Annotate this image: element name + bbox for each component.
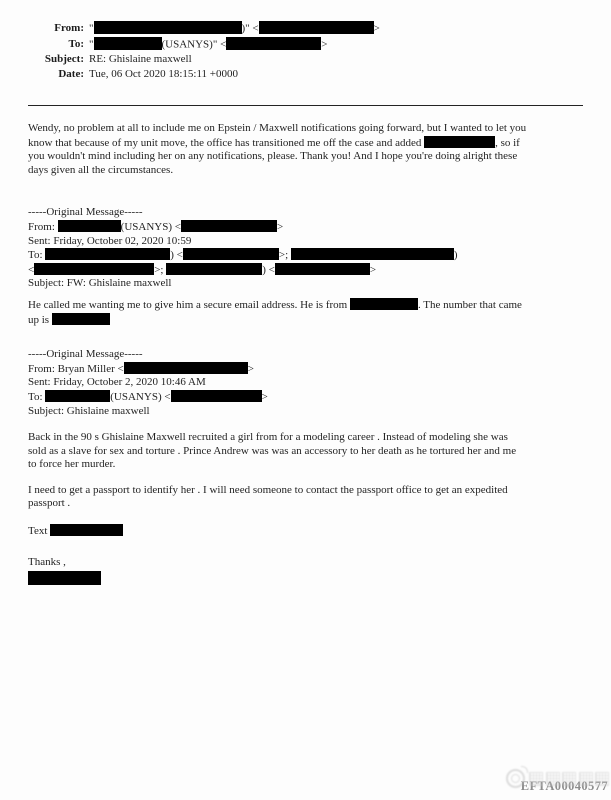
watermark-glyph [562,772,576,786]
text-run: Subject: FW: Ghislaine maxwell [28,277,172,290]
line [28,458,583,472]
text-run: to force her murder. [28,458,116,471]
header-field-label: From: [54,22,84,34]
text-run: (USANYS)" < [161,38,227,50]
text-run: )" < [241,22,259,35]
redaction-bar [275,263,370,275]
redaction-bar [181,220,277,232]
redaction-bar [424,136,495,148]
line [28,362,583,377]
header-field-value [89,67,238,82]
text-run: He called me wanting me to give him a secure email address. He is from [28,298,350,311]
header-row [28,67,583,82]
secure-email-paragraph [28,298,583,327]
header-field-label: Subject: [44,53,84,65]
header-divider [28,105,583,106]
line [28,405,583,419]
text-run: -----Original Message----- [28,206,143,219]
redaction-bar [34,263,154,275]
text-run: days given all the circumstances. [28,163,174,176]
line [28,556,583,570]
line [28,445,583,459]
quoted-message-1-header [28,206,583,291]
redaction-bar [45,248,170,260]
text-run: Thanks , [28,555,66,568]
text-run: >; [154,263,167,276]
text-run: > [321,38,328,50]
header-field-value [89,21,380,37]
reply-paragraph [28,122,583,177]
redaction-bar [124,362,248,374]
line [28,235,583,249]
text-run: Wendy, no problem at all to include me on Epstein / Maxwell notifications going forward, but I wanted to let you [28,122,527,134]
redaction-bar [94,37,162,50]
header-field-label: To: [68,37,84,50]
text-run: Sent: Friday, October 2, 2020 10:46 AM [28,376,206,389]
text-run: > [369,263,377,276]
redaction-bar [94,21,242,34]
redaction-bar [171,390,262,402]
text-run: Back in the 90 s Ghislaine Maxwell recruited a girl from for a modeling career . Instead of modeling she was [28,431,508,444]
text-run: I need to get a passport to identify her . I will need someone to contact the passport office to get an expedited [28,483,508,496]
watermark-glyphs [529,772,609,786]
redaction-bar [28,571,101,585]
redaction-bar [50,524,123,536]
line [28,263,583,278]
line [28,390,583,405]
text-run: Subject: Ghislaine maxwell [28,404,150,417]
line [28,571,583,588]
bates-number: EFTA00040577 [520,779,608,793]
redaction-bar [183,248,279,260]
line [28,164,583,178]
watermark-glyph [529,772,543,786]
text-run: , so if [495,136,520,149]
header-field-value [89,37,328,53]
redaction-bar [259,21,374,34]
line [28,150,583,164]
redaction-bar [350,298,418,310]
weibo-eye-icon [506,769,525,788]
text-run: > [261,390,268,403]
text-run: up is [28,313,52,326]
text-run: . The number that came [417,298,522,311]
text-run: RE: Ghislaine maxwell [89,53,192,65]
line [28,484,583,498]
line [28,206,583,220]
text-run: Text [28,525,51,538]
line [28,122,583,136]
text-run: (USANYS) < [120,220,181,233]
text-number-line [28,524,583,539]
line [28,376,583,390]
redaction-bar [226,37,321,50]
header-row [28,37,583,53]
line [28,220,583,235]
weibo-watermark [506,769,609,788]
text-run: From: [28,220,58,233]
email-body [28,122,583,588]
text-run: you wouldn't mind including her on any notifications, please. Thank you! And I hope you're doing alright these [28,150,518,163]
text-run: > [247,362,254,375]
text-run: -----Original Message----- [28,348,143,361]
header-field-value [89,52,192,67]
line [28,431,583,445]
header-row [28,21,583,37]
text-run: < [28,263,35,276]
header-row [28,52,583,67]
text-run: >; [278,249,291,262]
line [28,313,583,328]
line [28,497,583,511]
line [28,348,583,362]
watermark-glyph [579,772,593,786]
watermark-glyph [595,772,609,786]
text-run: " [89,38,94,50]
text-run: To: [28,249,46,262]
signoff-line [28,556,583,570]
line [28,524,583,539]
email-header [28,21,583,82]
text-run: passport . [28,497,71,510]
watermark-glyph [546,772,560,786]
text-run: > [276,220,284,233]
text-run: To: [28,390,46,403]
line [28,136,583,151]
redaction-bar [166,263,262,275]
passport-paragraph [28,484,583,511]
text-run: " [89,22,94,35]
signature-redaction [28,571,583,588]
redaction-bar [45,390,110,402]
quoted-message-2-header [28,348,583,418]
text-run: Sent: Friday, October 02, 2020 10:59 [28,234,192,247]
text-run: sold as a slave for sex and torture . Prince Andrew was was an accessory to her death as he tortured her and me [28,444,517,457]
text-run: ) < [170,249,183,262]
text-run: > [373,22,380,35]
text-run: (USANYS) < [110,390,171,403]
text-run: From: Bryan Miller < [28,362,124,375]
redaction-bar [291,248,454,260]
line [28,277,583,291]
text-run: ) < [262,263,275,276]
text-run: know that because of my unit move, the office has transitioned me off the case and added [28,136,425,149]
line [28,298,583,313]
maxwell-claim-paragraph [28,431,583,472]
text-run: ) [453,249,458,262]
text-run: Tue, 06 Oct 2020 18:15:11 +0000 [89,68,239,80]
redaction-bar [52,313,110,325]
redaction-bar [58,220,121,232]
header-field-label: Date: [58,68,84,80]
line [28,248,583,263]
